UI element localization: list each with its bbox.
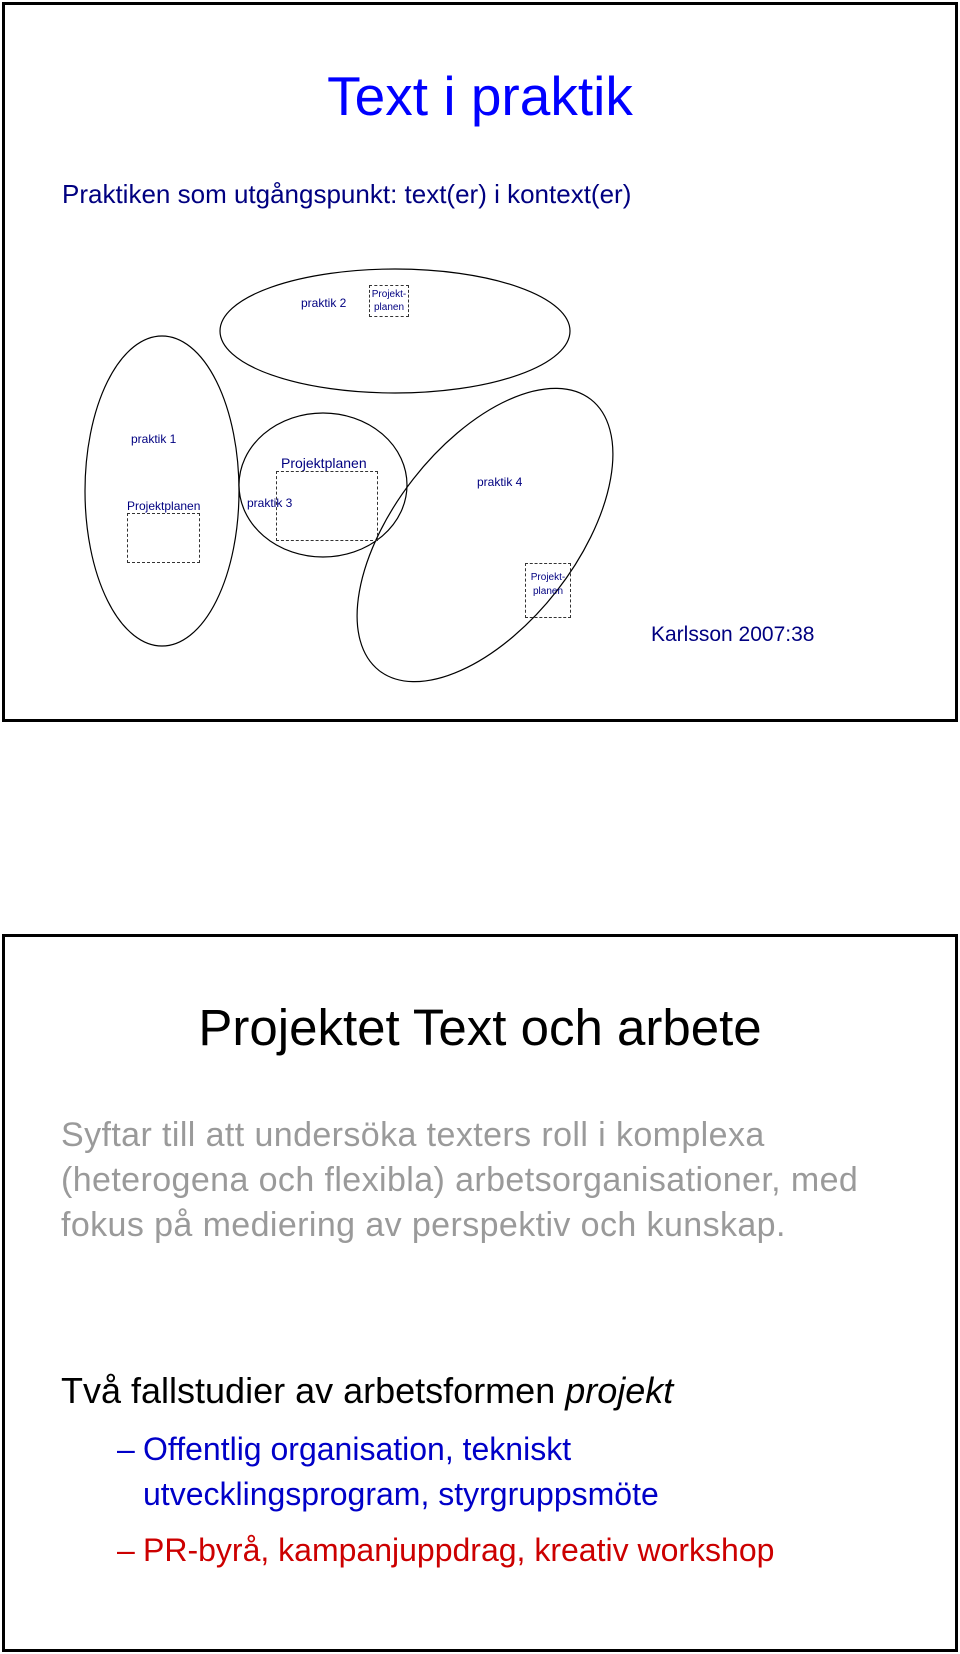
label-praktik-1: praktik 1 — [131, 432, 177, 446]
case-study-item-2 — [117, 1530, 774, 1570]
slide-projektet-text-och-arbete — [2, 934, 958, 1652]
projektplanen-2-line2: planen — [373, 302, 405, 313]
slide-text-i-praktik — [2, 2, 958, 722]
item-dash: – — [117, 1431, 135, 1467]
projektplanen-box-1 — [127, 513, 200, 563]
heading-emphasis: projekt — [565, 1370, 674, 1411]
item-text: PR-byrå, kampanjuppdrag, kreativ workshop — [143, 1532, 775, 1568]
item-dash: – — [117, 1532, 135, 1568]
case-study-item-1 — [117, 1427, 757, 1517]
projektplanen-4-line2: planen — [532, 586, 564, 597]
slide-body-text: Syftar till att undersöka texters roll i komplexa (heterogena och flexibla) arbetsorganisationer, med fokus på mediering av perspektiv och kunskap. — [61, 1116, 859, 1244]
item-text: Offentlig organisation, tekniskt utvecklingsprogram, styrgruppsmöte — [143, 1431, 659, 1512]
label-praktik-4: praktik 4 — [477, 475, 523, 489]
projektplanen-3-label: Projektplanen — [281, 455, 367, 471]
slide-title: Text i praktik — [327, 65, 633, 127]
citation: Karlsson 2007:38 — [651, 623, 815, 646]
projektplanen-4-line1: Projekt- — [530, 572, 566, 583]
projektplanen-1-label: Projektplanen — [127, 499, 201, 513]
case-studies-heading — [61, 1369, 673, 1413]
label-praktik-3: praktik 3 — [247, 496, 293, 510]
heading-text: Två fallstudier av arbetsformen — [61, 1370, 566, 1411]
label-praktik-2: praktik 2 — [301, 296, 347, 310]
slide-subtitle: Praktiken som utgångspunkt: text(er) i kontext(er) — [62, 179, 632, 209]
slide-title: Projektet Text och arbete — [198, 999, 762, 1056]
practice-diagram — [5, 5, 955, 719]
ellipse-praktik-1 — [85, 336, 239, 646]
projektplanen-2-line1: Projekt- — [371, 289, 407, 300]
